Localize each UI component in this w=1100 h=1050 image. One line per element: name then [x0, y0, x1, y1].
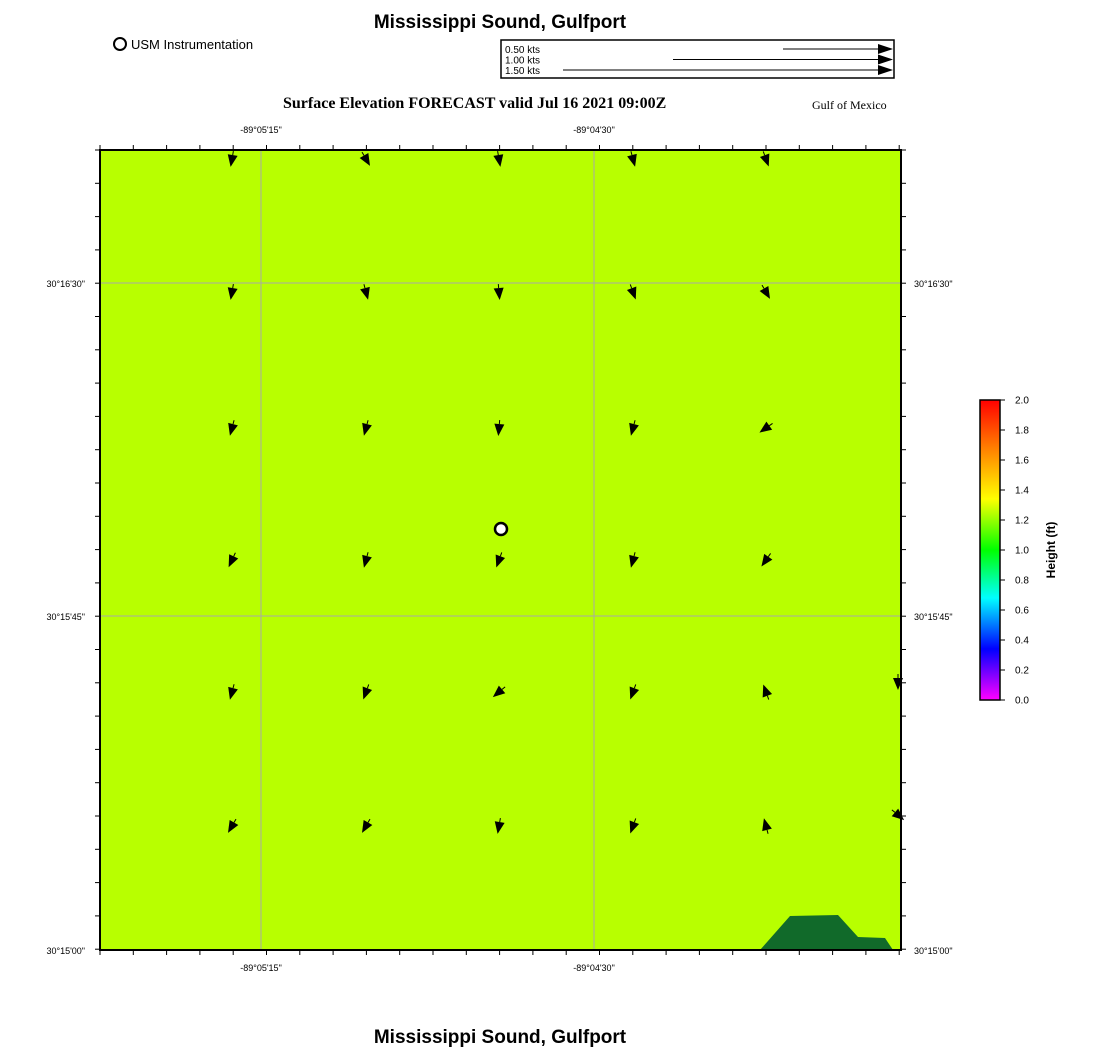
colorbar-tick-label: 0.0: [1015, 695, 1029, 707]
speed-legend-label: 1.50 kts: [505, 66, 541, 77]
colorbar-tick-label: 1.6: [1015, 455, 1029, 467]
lat-tick-left-2: 30°15'45": [46, 612, 85, 622]
colorbar-tick-label: 0.6: [1015, 605, 1029, 617]
region-label: Gulf of Mexico: [812, 98, 887, 112]
lat-tick-right-1: 30°16'30": [914, 279, 953, 289]
colorbar-tick-label: 0.4: [1015, 635, 1029, 647]
speed-legend-label: 0.50 kts: [505, 45, 541, 56]
footer-title: Mississippi Sound, Gulfport: [373, 1027, 627, 1048]
lon-tick-bottom-1: -89°05'15": [240, 963, 282, 973]
lon-tick-top-2: -89°04'30": [573, 125, 615, 135]
lon-tick-top-1: -89°05'15": [240, 125, 282, 135]
water-area: [100, 150, 901, 950]
colorbar-tick-label: 0.2: [1015, 665, 1029, 677]
colorbar-tick-label: 0.8: [1015, 575, 1029, 587]
speed-legend: [501, 40, 894, 78]
speed-legend-label: 1.00 kts: [505, 55, 541, 67]
colorbar-tick-label: 1.0: [1015, 545, 1029, 557]
lat-tick-left-1: 30°16'30": [46, 279, 85, 289]
colorbar-label: Height (ft): [1044, 521, 1058, 579]
lat-tick-right-3: 30°15'00": [914, 946, 953, 956]
map-panel: [95, 145, 906, 955]
colorbar-tick-label: 2.0: [1015, 395, 1029, 407]
colorbar-tick-label: 1.4: [1015, 485, 1029, 497]
page-title: Mississippi Sound, Gulfport: [373, 12, 627, 33]
lat-tick-left-3: 30°15'00": [46, 946, 85, 956]
colorbar-tick-label: 1.2: [1015, 515, 1029, 527]
usm-station-marker: [495, 523, 507, 535]
lat-tick-right-2: 30°15'45": [914, 612, 953, 622]
colorbar-tick-label: 1.8: [1015, 425, 1029, 437]
lon-tick-bottom-2: -89°04'30": [573, 963, 615, 973]
forecast-subtitle: Surface Elevation FORECAST valid Jul 16 2021 09:00Z: [283, 95, 667, 112]
colorbar: [980, 396, 1058, 707]
station-legend-label: USM Instrumentation: [131, 37, 254, 52]
